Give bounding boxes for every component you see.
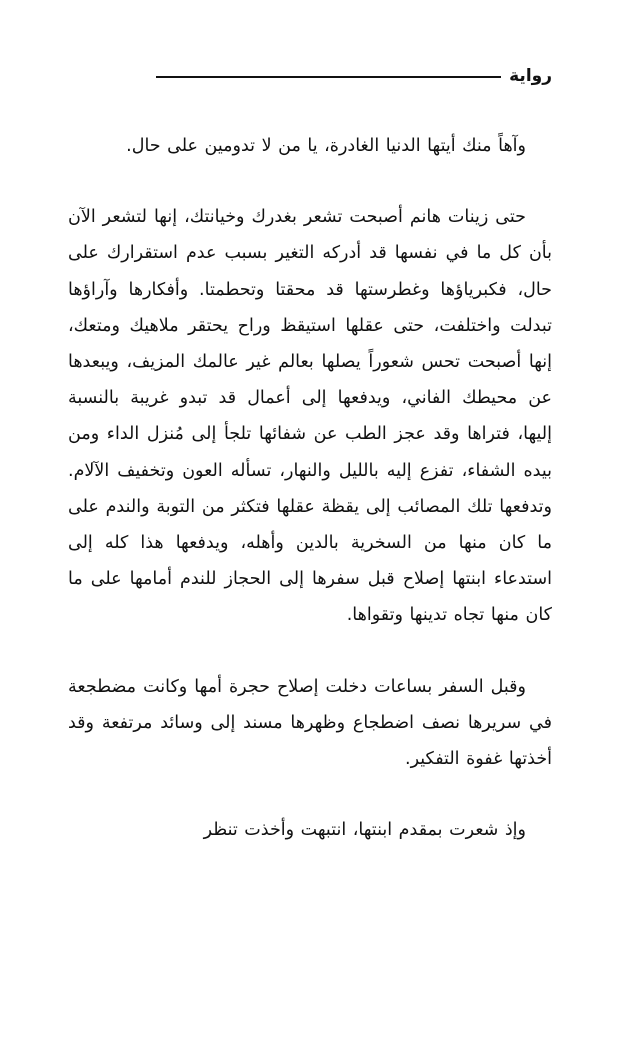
paragraph: حتى زينات هانم أصبحت تشعر بغدرك وخيانتك، إنها لتشعر الآن بأن كل ما في نفسها قد أدركه التغير بسبب عدم استقرارك على حال، فكبرياؤها وغطرستها قد محقتا وتحطمتا. وأفكارها وآراؤها تبدلت واختلفت، حتى عقلها استيقظ وراح يحتقر ملاهيك ومتعك، إنها أصبحت تحس شعوراً يصلها بعالم غير عالمك المزيف، ويبعدها عن محيطك الفاني، ويدفعها إلى أعمال قد تبدو غريبة بالنسبة إليها، فتراها وقد عجز الطب عن شفائها تلجأ إلى مُنزل الداء ومن بيده الشفاء، تفزع إليه بالليل والنهار، تسأله العون وتخفيف الآلام. وتدفعها تلك المصائب إلى يقظة عقلها فتكثر من التوبة والندم على ما كان منها من السخرية بالدين وأهله، ويدفعها هذا كله إلى استدعاء ابنتها إصلاح قبل سفرها إلى الحجاز للندم أمامها على ما كان منها تجاه تدينها وتقواها. <box>68 207 552 626</box>
body-text <box>68 128 552 848</box>
running-header <box>152 62 552 90</box>
paragraph: وقبل السفر بساعات دخلت إصلاح حجرة أمها وكانت مضطجعة في سريرها نصف اضطجاع وظهرها مسند إلى وسائد مرتفعة وقد أخذتها غفوة التفكير. <box>68 676 552 770</box>
paragraph: وآهاً منك أيتها الدنيا الغادرة، يا من لا تدومين على حال. <box>126 136 526 156</box>
paragraph: وإذ شعرت بمقدم ابنتها، انتبهت وأخذت تنظر <box>203 820 526 841</box>
header-rule <box>156 76 501 78</box>
running-header-title: رواية <box>509 66 552 86</box>
